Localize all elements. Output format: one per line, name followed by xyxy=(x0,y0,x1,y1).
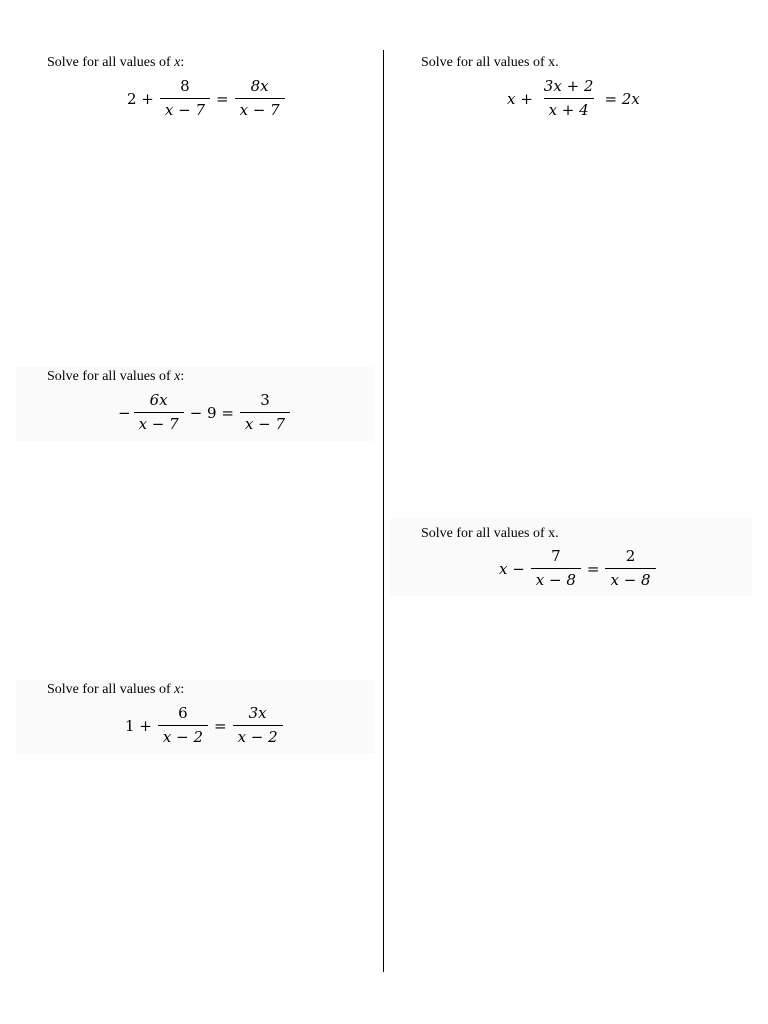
problem-5-prompt: Solve for all values of x: xyxy=(47,682,185,697)
denominator: x − 7 xyxy=(240,412,290,433)
equals-sign: = xyxy=(214,716,227,735)
fraction xyxy=(134,392,184,433)
fraction xyxy=(160,78,210,119)
fraction xyxy=(158,705,208,746)
fraction xyxy=(233,705,283,746)
numerator: 6 xyxy=(178,704,188,722)
problem-2 xyxy=(421,54,741,124)
problem-4-equation xyxy=(496,548,659,589)
denominator: x + 4 xyxy=(544,98,594,119)
numerator: 3x xyxy=(248,704,267,722)
problem-1-equation xyxy=(124,78,288,119)
numerator: 3 xyxy=(260,391,270,409)
equation-term: − xyxy=(118,403,131,422)
denominator: x − 2 xyxy=(158,725,208,746)
equation-term: x + xyxy=(507,89,533,108)
equals-sign: = xyxy=(586,559,600,578)
fraction xyxy=(531,548,581,589)
problem-3-prompt: Solve for all values of x: xyxy=(47,369,185,384)
problem-5-equation xyxy=(122,705,286,746)
denominator: x − 7 xyxy=(235,98,285,119)
fraction xyxy=(605,548,655,589)
problem-3 xyxy=(16,367,374,441)
problem-2-equation xyxy=(504,78,643,119)
denominator: x − 8 xyxy=(605,568,655,589)
column-divider xyxy=(383,50,384,972)
problem-2-prompt: Solve for all values of x. xyxy=(421,55,559,70)
denominator: x − 2 xyxy=(233,725,283,746)
fraction xyxy=(235,78,285,119)
problem-4 xyxy=(390,518,752,596)
problem-1 xyxy=(47,54,367,124)
fraction xyxy=(240,392,290,433)
denominator: x − 8 xyxy=(531,568,581,589)
denominator: x − 7 xyxy=(160,98,210,119)
numerator: 7 xyxy=(551,547,561,565)
equals-sign: = 2x xyxy=(604,89,640,108)
problem-1-prompt: Solve for all values of x: xyxy=(47,55,185,70)
numerator: 8x xyxy=(250,77,269,95)
numerator: 8 xyxy=(180,77,190,95)
equation-term: 1 + xyxy=(125,716,152,735)
numerator: 3x + 2 xyxy=(543,77,594,95)
denominator: x − 7 xyxy=(134,412,184,433)
numerator: 6x xyxy=(149,391,168,409)
problem-3-equation xyxy=(115,392,293,433)
equation-term: 2 + xyxy=(127,89,154,108)
fraction xyxy=(539,78,599,119)
equals-sign: − 9 = xyxy=(189,403,234,422)
equals-sign: = xyxy=(216,89,229,108)
numerator: 2 xyxy=(625,547,636,565)
equation-term: x − xyxy=(499,559,525,578)
problem-4-prompt: Solve for all values of x. xyxy=(421,526,559,541)
problem-5 xyxy=(16,680,374,754)
